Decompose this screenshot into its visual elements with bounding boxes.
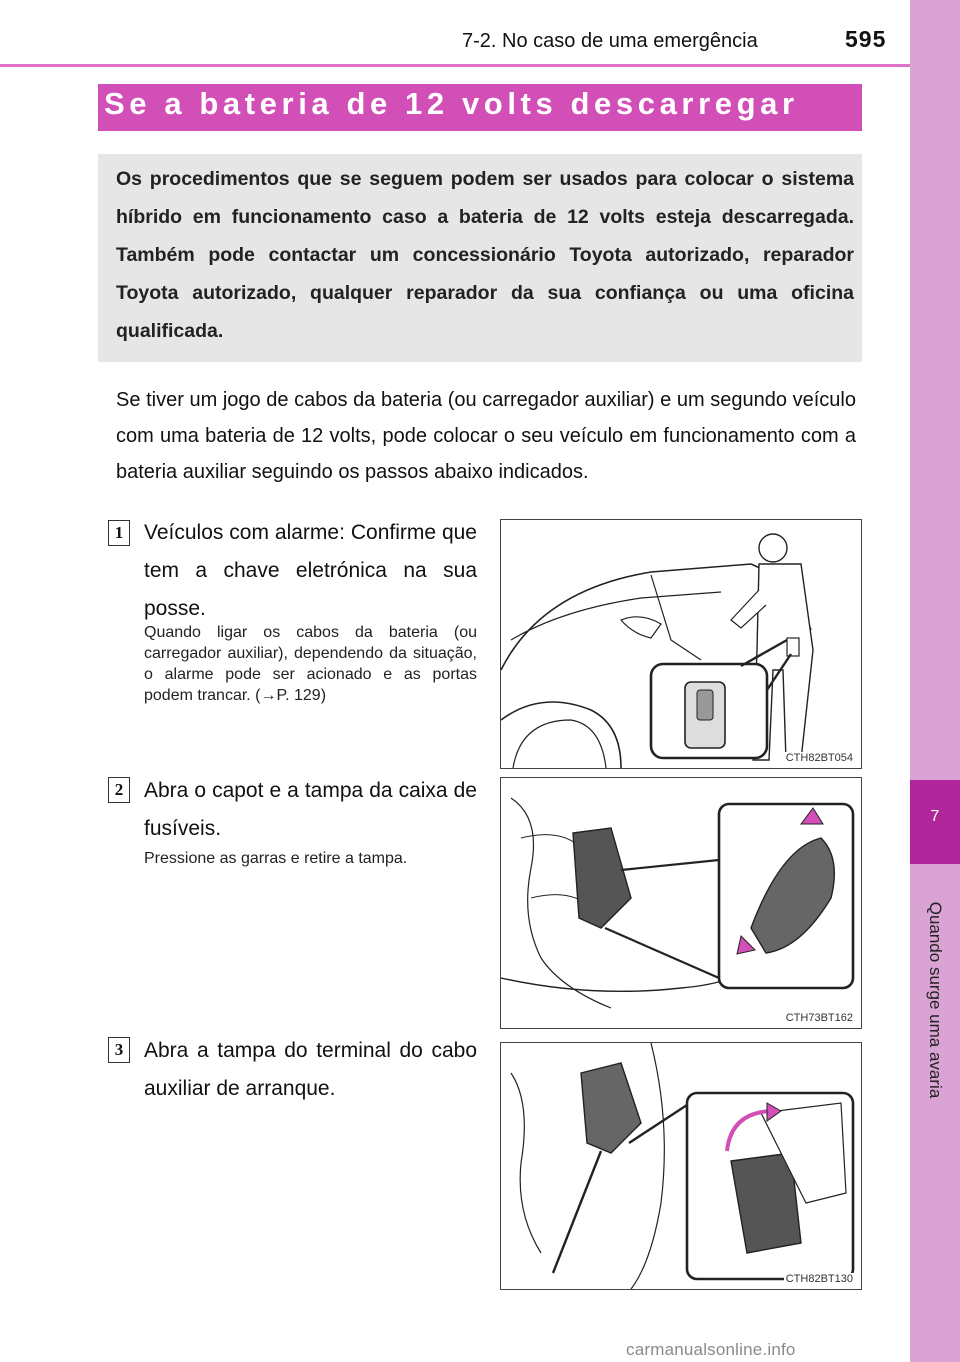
body-paragraph: Se tiver um jogo de cabos da bateria (ou carregador auxiliar) e um segundo veículo com uma bateria de 12 volts, pode colocar o seu veículo em funcionamento com a bateria auxiliar seguindo os passos abaixo indicados. [116,389,856,483]
chapter-side-tab[interactable] [910,0,960,1362]
step-1-marker: 1 [108,520,130,546]
page-header [0,0,910,68]
chapter-title: Quando surge uma avaria [926,901,945,1099]
fuse-box-illustration [501,778,861,1028]
page-number: 595 [845,26,887,52]
figure-code: CTH82BT054 [785,752,853,764]
step-3-marker: 3 [108,1037,130,1063]
step-2-note: Pressione as garras e retire a tampa. [144,850,408,867]
figure-code: CTH73BT162 [785,1012,853,1024]
header-rule [0,64,910,67]
step-2-title: Abra o capot e a tampa da caixa de fusíveis. [144,779,477,840]
chapter-number: 7 [930,808,940,825]
section-title: Se a bateria de 12 volts descarregar [104,86,799,121]
figure-step-1 [500,519,862,769]
step-1-note: Quando ligar os cabos da bateria (ou carregador auxiliar), dependendo da situação, o alarme pode ser acionado e as portas podem trancar. (→P. 129) [144,624,477,704]
car-door-key-illustration [501,520,861,768]
step-2-marker: 2 [108,777,130,803]
figure-step-3 [500,1042,862,1290]
figure-step-2 [500,777,862,1029]
section-path: 7-2. No caso de uma emergência [462,30,758,52]
watermark: carmanualsonline.info [626,1340,796,1359]
step-1-title: Veículos com alarme: Confirme que tem a chave eletrónica na sua posse. [144,521,477,620]
jump-start-terminal-illustration [501,1043,861,1289]
intro-text: Os procedimentos que se seguem podem ser usados para colocar o sistema híbrido em funcionamento caso a bateria de 12 volts esteja descarregada. Também pode contactar um concessionário Toyota autorizado, reparador Toyota autorizado, qualquer reparador da sua confiança ou uma oficina qualificada. [116,168,854,342]
step-3-title: Abra a tampa do terminal do cabo auxiliar de arranque. [144,1039,477,1100]
figure-code: CTH82BT130 [785,1273,853,1285]
